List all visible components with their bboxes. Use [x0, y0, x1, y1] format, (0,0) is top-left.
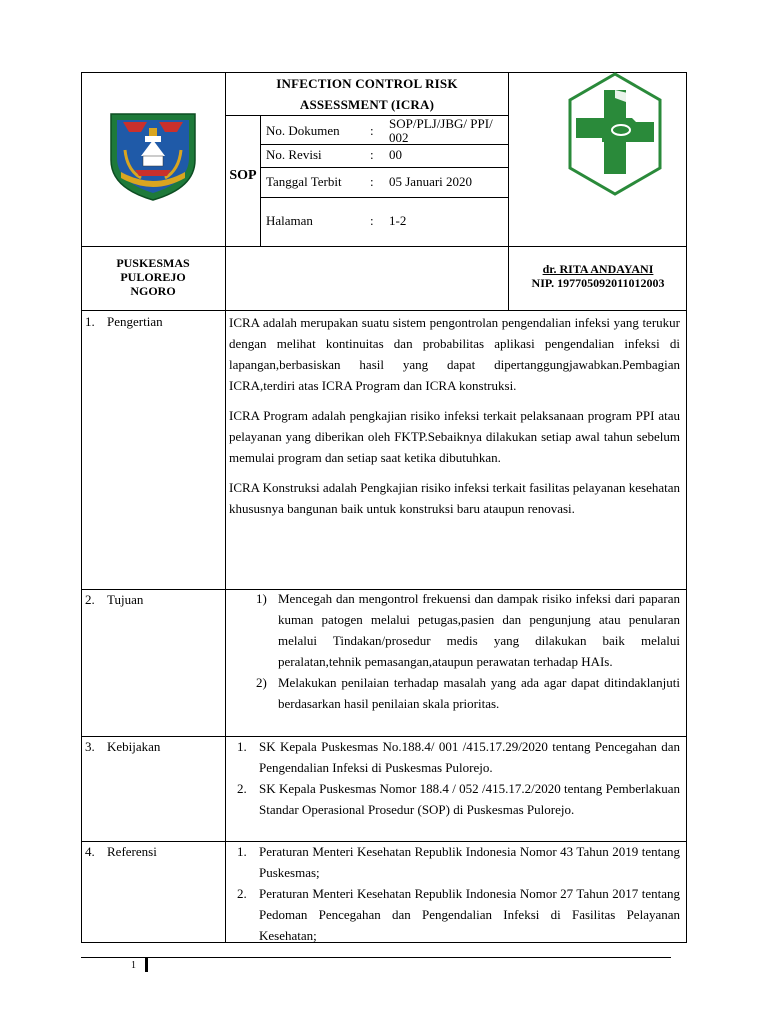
meta-separator: :: [370, 147, 374, 162]
puskesmas-line: NGORO: [130, 284, 176, 298]
item-text: Mencegah dan mengontrol frekuensi dan dampak risiko infeksi dari paparan kuman patogen melalui petugas,pasien dan pengunjung atau penularan melalui Tindakan/prosedur medis yang dilakukan baik melalui peralatan,tehnik pemasangan,ataupun perawatan terhadap HAIs.: [278, 591, 680, 669]
signatory-block: [510, 262, 686, 290]
item-number: 1.: [237, 844, 247, 859]
meta-value: SOP/PLJ/JBG/ PPI/ 002: [389, 116, 493, 145]
meta-row-dokumen: [266, 116, 506, 144]
meta-row-revisi: [266, 148, 506, 166]
section-pengertian: [81, 312, 687, 588]
signatory-nip: NIP. 197705092011012003: [531, 276, 665, 290]
item-number: 2): [256, 675, 267, 690]
item-number: 1.: [237, 739, 247, 754]
meta-value: 05 Januari 2020: [389, 174, 473, 189]
list-item: [256, 672, 680, 714]
section-content: [229, 312, 680, 528]
section-number: 4.: [85, 844, 95, 859]
item-text: Peraturan Menteri Kesehatan Republik Indonesia Nomor 43 Tahun 2019 tentang Puskesmas;: [259, 844, 680, 880]
signatory-name: dr. RITA ANDAYANI: [542, 262, 654, 276]
sop-label: SOP: [229, 168, 257, 183]
header-bottom-border: [81, 310, 687, 311]
footer-marker: [145, 957, 148, 972]
header-mid-border: [81, 246, 687, 247]
meta-label: No. Revisi: [266, 147, 322, 162]
paragraph: ICRA adalah merupakan suatu sistem pengontrolan pengendalian infeksi yang terukur dengan melihat kontinuitas dan probabilitas aplikasi pengendalian infeksi di lapangan,berbasiskan hasil yang dapat dipertanggungjawabkan.Pembagian ICRA,terdiri atas ICRA Program dan ICRA konstruksi.: [229, 315, 680, 393]
section-referensi: [81, 842, 687, 942]
header-col3-border: [508, 72, 509, 310]
item-number: 2.: [237, 781, 247, 796]
meta-label: No. Dokumen: [266, 123, 340, 138]
item-number: 2.: [237, 886, 247, 901]
section-title: Tujuan: [107, 592, 144, 607]
item-text: Melakukan penilaian terhadap masalah yang ada agar dapat ditindaklanjuti berdasarkan hasil penilaian skala prioritas.: [278, 675, 680, 711]
meta-value: 00: [389, 147, 402, 162]
list-item: [237, 736, 680, 778]
item-number: 1): [256, 591, 267, 606]
title-line-2: ASSESSMENT (ICRA): [299, 97, 435, 112]
item-text: SK Kepala Puskesmas No.188.4/ 001 /415.17.29/2020 tentang Pencegahan dan Pengendalian Infeksi di Puskesmas Pulorejo.: [259, 739, 680, 775]
meta-value: 1-2: [389, 213, 407, 228]
section-number: 1.: [85, 314, 95, 329]
section-title: Pengertian: [107, 314, 163, 329]
regency-emblem-logo: [105, 110, 201, 202]
meta-separator: :: [370, 123, 374, 138]
header-right-border: [686, 72, 687, 310]
title-line-1: INFECTION CONTROL RISK: [276, 76, 458, 91]
paragraph: ICRA Program adalah pengkajian risiko infeksi terkait pelaksanaan program PPI atau pelayanan yang diberikan oleh FKTP.Sebaiknya dilakukan setiap awal tahun sebelum memulai program dan setiap saat ketika dibutuhkan.: [229, 408, 680, 465]
sop-col-border: [260, 115, 261, 246]
meta-row2-border: [260, 167, 508, 168]
section-tujuan: [81, 590, 687, 736]
meta-label: Halaman: [266, 213, 313, 228]
reference-list: [237, 841, 680, 946]
section-title: Kebijakan: [107, 739, 161, 754]
policy-list: [237, 736, 680, 820]
section-kebijakan: [81, 737, 687, 841]
section-title: Referensi: [107, 844, 157, 859]
item-text: SK Kepala Puskesmas Nomor 188.4 / 052 /415.17.2/2020 tentang Pemberlakuan Standar Operasional Prosedur (SOP) di Puskesmas Pulorejo.: [259, 781, 680, 817]
section-number: 3.: [85, 739, 95, 754]
item-text: Peraturan Menteri Kesehatan Republik Indonesia Nomor 27 Tahun 2017 tentang Pedoman Pencegahan dan Pengendalian Infeksi di Fasilitas Pelayanan Kesehatan;: [259, 886, 680, 943]
meta-row-tanggal: [266, 175, 506, 193]
puskesmas-line: PUSKESMAS: [116, 256, 190, 270]
puskesmas-name: [82, 256, 224, 298]
meta-label: Tanggal Terbit: [266, 174, 342, 189]
meta-row-halaman: [266, 214, 506, 232]
list-item: [237, 778, 680, 820]
meta-separator: :: [370, 174, 374, 189]
meta-row3-border: [260, 197, 508, 198]
list-item: [237, 841, 680, 883]
objectives-list: [256, 588, 680, 714]
paragraph: ICRA Konstruksi adalah Pengkajian risiko infeksi terkait fasilitas pelayanan kesehatan khususnya bangunan baik untuk konstruksi baru ataupun renovasi.: [229, 480, 680, 516]
puskesmas-cross-logo: [566, 72, 664, 197]
section-number: 2.: [85, 592, 95, 607]
document-title: [226, 73, 508, 115]
list-item: [256, 588, 680, 672]
footer-rule: [81, 957, 671, 958]
list-item: [237, 883, 680, 946]
page-number: 1: [131, 960, 136, 971]
meta-separator: :: [370, 213, 374, 228]
puskesmas-line: PULOREJO: [120, 270, 186, 284]
